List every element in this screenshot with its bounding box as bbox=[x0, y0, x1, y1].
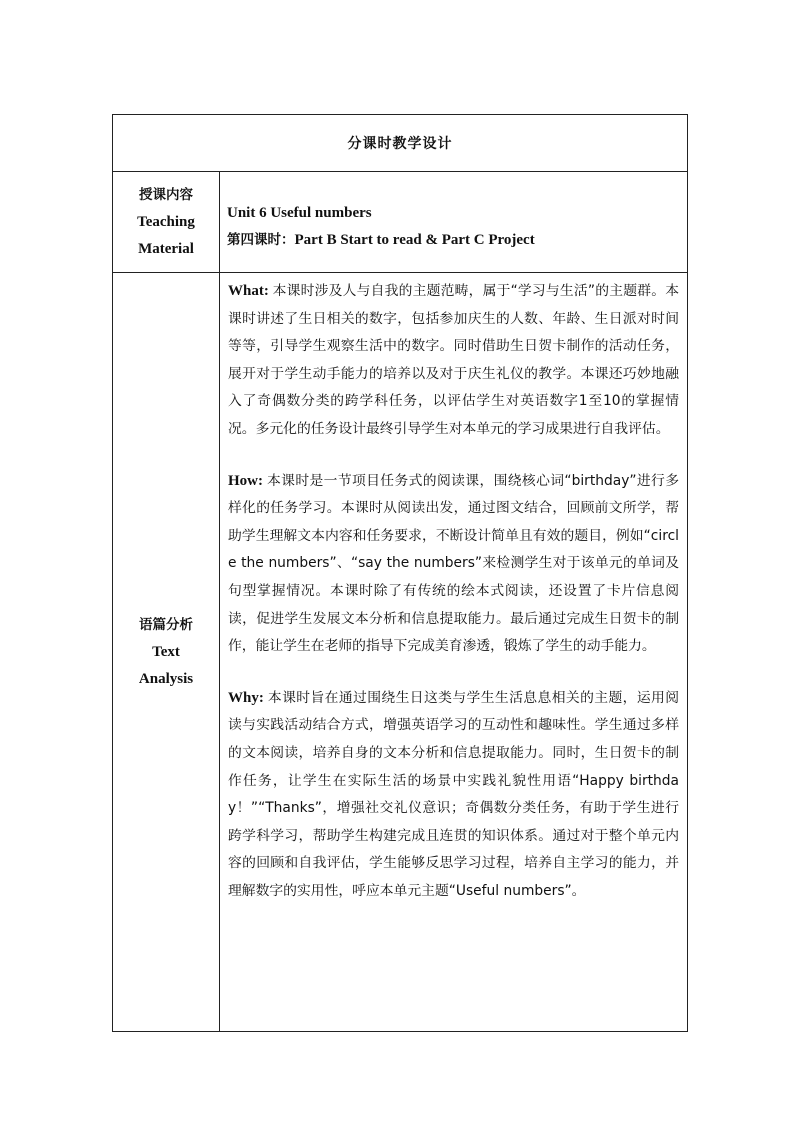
text-analysis-label-en-1: Text bbox=[152, 643, 180, 660]
teaching-material-label-en-1: Teaching bbox=[137, 213, 195, 230]
why-text: 本课时旨在通过围绕生日这类与学生生活息息相关的主题，运用阅读与实践活动结合方式，增强英语学习的互动性和趣味性。学生通过多样的文本阅读，培养自身的文本分析和信息提取能力。同时，生日贺卡的制作任务，让学生在实际生活的场景中实践礼貌性用语“Happy birthday！”“Thanks”，增强社交礼仪意识；奇偶数分类任务，有助于学生进行跨学科学习，帮助学生构建完成且连贯的知识体系。通过对于整个单元内容的回顾和自我评估，学生能够反思学习过程，培养自主学习的能力，并理解数字的实用性，呼应本单元主题“Useful numbers”。 bbox=[228, 689, 680, 899]
why-paragraph bbox=[228, 685, 679, 906]
lesson-detail: Part B Start to read & Part C Project bbox=[294, 232, 535, 248]
text-analysis-label-cn: 语篇分析 bbox=[139, 616, 193, 633]
text-analysis-label-cell bbox=[113, 273, 220, 1032]
how-paragraph bbox=[228, 468, 679, 661]
why-label: Why: bbox=[228, 689, 264, 706]
how-label: How: bbox=[228, 472, 263, 489]
how-text: 本课时是一节项目任务式的阅读课，围绕核心词“birthday”进行多样化的任务学习。本课时从阅读出发，通过图文结合，回顾前文所学，帮助学生理解文本内容和任务要求，不断设计简单且有效的题目，例如“circle the numbers”、“say the numbers”来检测学生对于该单元的单词及句型掌握情况。本课时除了有传统的绘本式阅读，还设置了卡片信息阅读，促进学生发展文本分析和信息提取能力。最后通过完成生日贺卡的制作，能让学生在老师的指导下完成美育渗透，锻炼了学生的动手能力。 bbox=[228, 472, 680, 655]
teaching-material-content bbox=[220, 172, 688, 273]
teaching-material-label-cell bbox=[113, 172, 220, 273]
title-row bbox=[113, 115, 688, 172]
what-label: What: bbox=[228, 283, 269, 299]
teaching-material-row bbox=[113, 172, 688, 273]
unit-line: Unit 6 Useful numbers bbox=[227, 205, 372, 221]
teaching-material-label-en-2: Material bbox=[138, 240, 194, 257]
text-analysis-label-en-2: Analysis bbox=[138, 670, 194, 687]
teaching-material-label-cn: 授课内容 bbox=[139, 186, 193, 203]
lesson-prefix: 第四课时： bbox=[227, 232, 295, 248]
table-title: 分课时教学设计 bbox=[113, 115, 688, 172]
what-text: 本课时涉及人与自我的主题范畴，属于“学习与生活”的主题群。本课时讲述了生日相关的数字，包括参加庆生的人数、年龄、生日派对时间等等，引导学生观察生活中的数字。同时借助生日贺卡制作的活动任务，展开对于学生动手能力的培养以及对于庆生礼仪的教学。本课还巧妙地融入了奇偶数分类的跨学科任务，以评估学生对英语数字1至10的掌握情况。多元化的任务设计最终引导学生对本单元的学习成果进行自我评估。 bbox=[228, 283, 680, 437]
text-analysis-content bbox=[220, 273, 688, 1032]
lesson-design-table bbox=[112, 114, 688, 1032]
what-paragraph bbox=[228, 273, 679, 444]
lesson-line bbox=[227, 227, 687, 254]
text-analysis-row bbox=[113, 273, 688, 1032]
